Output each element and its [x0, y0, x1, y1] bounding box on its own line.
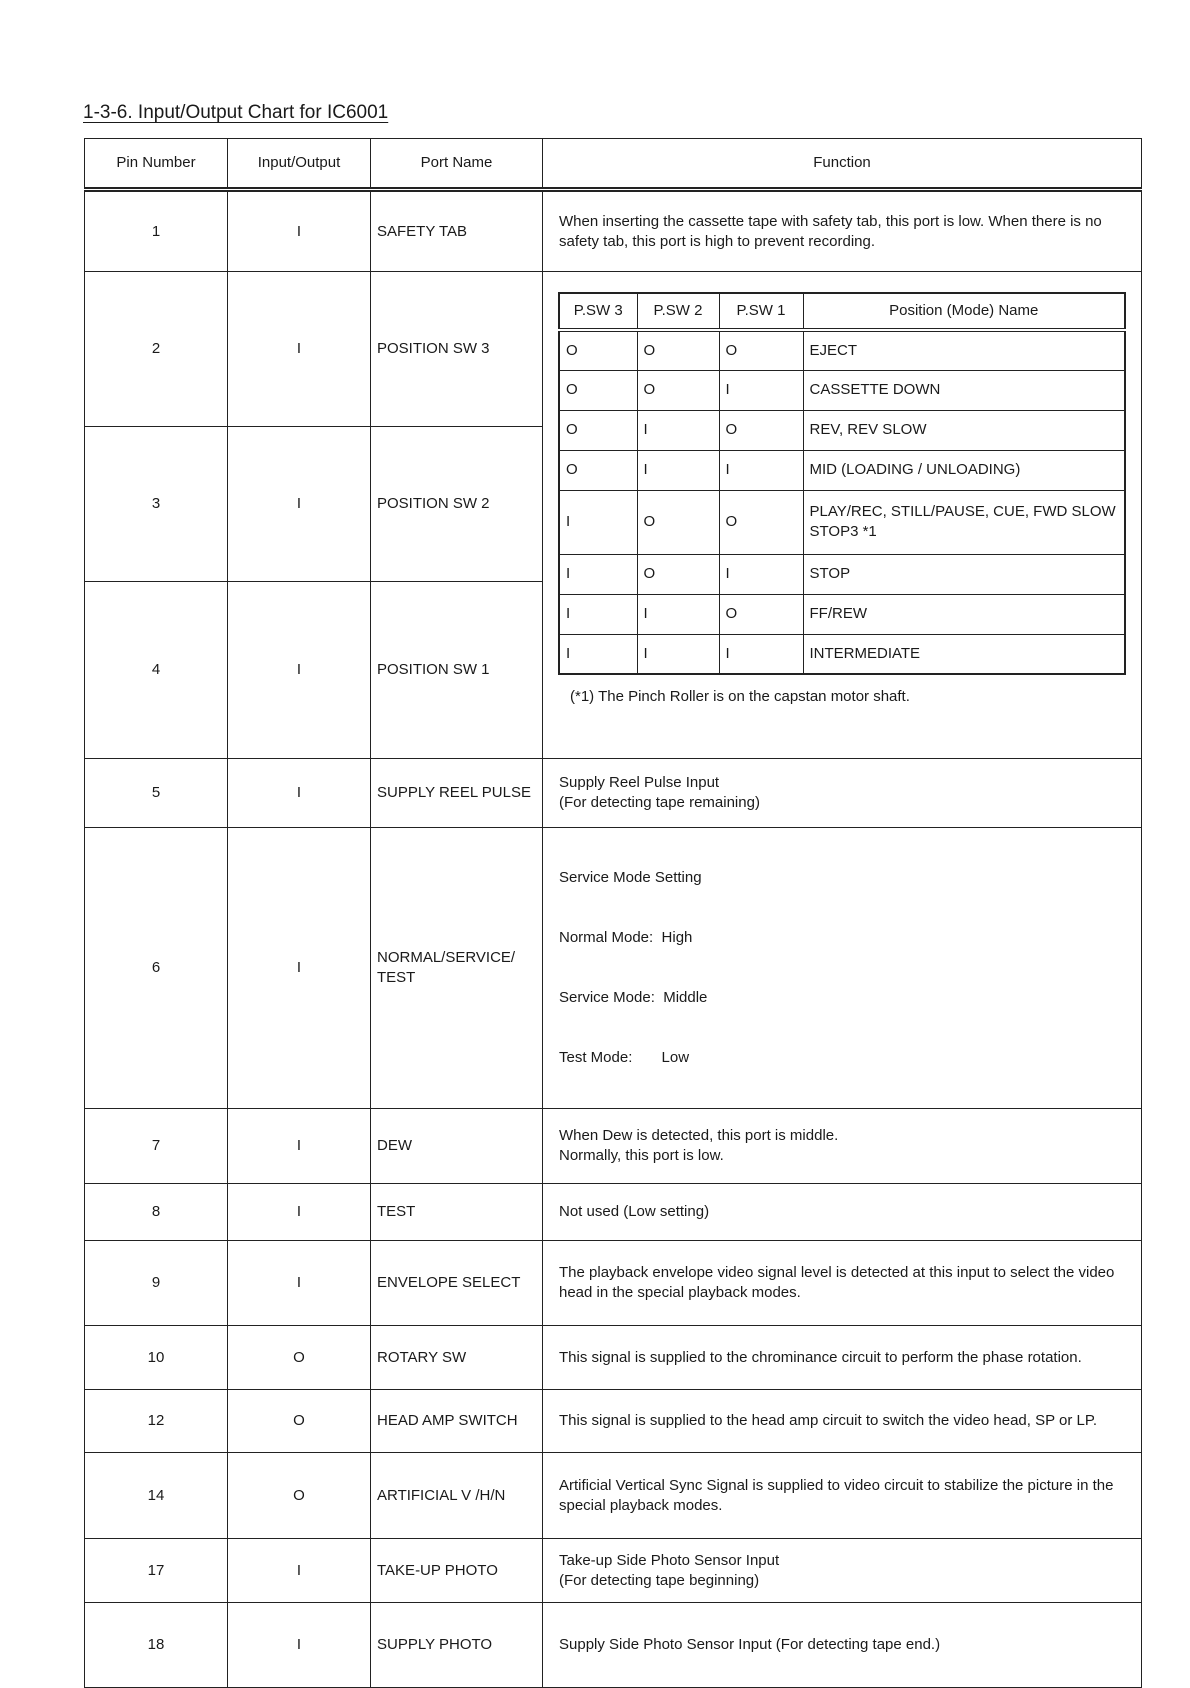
function-line: Normally, this port is low. — [559, 1147, 724, 1164]
mode-name: REV, REV SLOW — [803, 410, 1125, 450]
port-name: SAFETY TAB — [371, 190, 543, 272]
function: When inserting the cassette tape with safety tab, this port is low. When there is no safety tab, this port is high to prevent recording. — [543, 190, 1142, 272]
position-header-row — [559, 293, 1125, 330]
pin-number: 17 — [85, 1539, 228, 1603]
function: Artificial Vertical Sync Signal is supplied to video circuit to stabilize the picture in the special playback modes. — [543, 1453, 1142, 1539]
position-row — [559, 450, 1125, 490]
function-line: (For detecting tape beginning) — [559, 1571, 760, 1589]
input-output: I — [228, 1184, 371, 1241]
port-name: POSITION SW 2 — [371, 427, 543, 582]
psw2-value: O — [637, 370, 719, 410]
function-line: Service Mode: Middle — [559, 989, 708, 1006]
table-row — [85, 190, 1142, 272]
psw1-value: I — [719, 370, 803, 410]
position-row — [559, 554, 1125, 594]
function — [543, 828, 1142, 1109]
pin-number: 9 — [85, 1241, 228, 1326]
psw1-value: I — [719, 634, 803, 674]
psw3-value: I — [559, 594, 637, 634]
psw3-value: I — [559, 634, 637, 674]
pin-number: 12 — [85, 1390, 228, 1453]
input-output: O — [228, 1390, 371, 1453]
psw1-value: O — [719, 594, 803, 634]
pin-number: 10 — [85, 1326, 228, 1390]
port-name: SUPPLY REEL PULSE — [371, 759, 543, 828]
pin-number: 8 — [85, 1184, 228, 1241]
function: The playback envelope video signal level is detected at this input to select the video head in the special playback modes. — [543, 1241, 1142, 1326]
psw1-value: O — [719, 410, 803, 450]
psw1-value: I — [719, 450, 803, 490]
function-line: Take-up Side Photo Sensor Input — [559, 1551, 780, 1569]
table-row — [85, 1539, 1142, 1603]
position-row — [559, 330, 1125, 370]
function-line: Test Mode: Low — [559, 1049, 690, 1066]
port-name: POSITION SW 3 — [371, 272, 543, 427]
input-output: I — [228, 1241, 371, 1326]
psw2-value: I — [637, 450, 719, 490]
port-name: ARTIFICIAL V /H/N — [371, 1453, 543, 1539]
pin-number: 14 — [85, 1453, 228, 1539]
function: This signal is supplied to the chrominance circuit to perform the phase rotation. — [543, 1326, 1142, 1390]
table-row — [85, 272, 1142, 427]
mode-name: CASSETTE DOWN — [803, 370, 1125, 410]
psw2-header: P.SW 2 — [637, 293, 719, 330]
function: This signal is supplied to the head amp circuit to switch the video head, SP or LP. — [543, 1390, 1142, 1453]
pin-number: 3 — [85, 427, 228, 582]
table-row — [85, 1603, 1142, 1688]
input-output-header: Input/Output — [228, 139, 371, 190]
table-row — [85, 828, 1142, 1109]
header-row — [85, 139, 1142, 190]
pin-number: 2 — [85, 272, 228, 427]
mode-name: PLAY/REC, STILL/PAUSE, CUE, FWD SLOW STOP3 *1 — [803, 490, 1125, 554]
function-line: (For detecting tape remaining) — [559, 794, 760, 811]
port-name: DEW — [371, 1109, 543, 1184]
table-row — [85, 1390, 1142, 1453]
pin-number: 4 — [85, 582, 228, 759]
psw3-value: I — [559, 490, 637, 554]
table-row — [85, 1241, 1142, 1326]
function-line: Service Mode Setting — [559, 869, 702, 886]
psw2-value: O — [637, 554, 719, 594]
psw3-value: O — [559, 410, 637, 450]
pin-number: 7 — [85, 1109, 228, 1184]
mode-name: STOP — [803, 554, 1125, 594]
table-row — [85, 1184, 1142, 1241]
pin-number-header: Pin Number — [85, 139, 228, 190]
psw1-value: O — [719, 330, 803, 370]
position-row — [559, 634, 1125, 674]
psw2-value: I — [637, 634, 719, 674]
function — [543, 1539, 1142, 1603]
input-output: I — [228, 1539, 371, 1603]
pin-number: 1 — [85, 190, 228, 272]
position-row — [559, 594, 1125, 634]
input-output: I — [228, 582, 371, 759]
input-output: O — [228, 1453, 371, 1539]
function-line: When Dew is detected, this port is middle. — [559, 1127, 839, 1144]
position-row — [559, 410, 1125, 450]
input-output: I — [228, 427, 371, 582]
input-output: I — [228, 759, 371, 828]
psw3-value: O — [559, 330, 637, 370]
input-output: I — [228, 828, 371, 1109]
position-footnote: (*1) The Pinch Roller is on the capstan motor shaft. — [570, 688, 910, 705]
psw3-value: I — [559, 554, 637, 594]
position-row — [559, 490, 1125, 554]
table-row — [85, 1453, 1142, 1539]
position-switch-table — [558, 292, 1126, 675]
input-output: I — [228, 1109, 371, 1184]
mode-name: MID (LOADING / UNLOADING) — [803, 450, 1125, 490]
pin-number: 18 — [85, 1603, 228, 1688]
mode-name: INTERMEDIATE — [803, 634, 1125, 674]
psw1-value: O — [719, 490, 803, 554]
function-header: Function — [543, 139, 1142, 190]
port-name: HEAD AMP SWITCH — [371, 1390, 543, 1453]
psw2-value: O — [637, 330, 719, 370]
function: Not used (Low setting) — [543, 1184, 1142, 1241]
port-name: NORMAL/SERVICE/ TEST — [371, 828, 543, 1109]
mode-name-header: Position (Mode) Name — [803, 293, 1125, 330]
port-name: TAKE-UP PHOTO — [371, 1539, 543, 1603]
function-line: Normal Mode: High — [559, 929, 693, 946]
mode-name: EJECT — [803, 330, 1125, 370]
table-row — [85, 1326, 1142, 1390]
input-output: I — [228, 1603, 371, 1688]
port-name: ROTARY SW — [371, 1326, 543, 1390]
psw1-value: I — [719, 554, 803, 594]
function — [543, 759, 1142, 828]
input-output: I — [228, 190, 371, 272]
position-row — [559, 370, 1125, 410]
pin-number: 6 — [85, 828, 228, 1109]
pin-number: 5 — [85, 759, 228, 828]
io-chart-table — [84, 138, 1142, 1688]
psw3-value: O — [559, 450, 637, 490]
port-name: POSITION SW 1 — [371, 582, 543, 759]
port-name: SUPPLY PHOTO — [371, 1603, 543, 1688]
input-output: I — [228, 272, 371, 427]
function-line: Supply Reel Pulse Input — [559, 774, 720, 791]
page-title: 1-3-6. Input/Output Chart for IC6001 — [83, 102, 389, 123]
position-switch-function — [543, 272, 1142, 759]
mode-name: FF/REW — [803, 594, 1125, 634]
port-name-header: Port Name — [371, 139, 543, 190]
psw2-value: I — [637, 594, 719, 634]
psw3-value: O — [559, 370, 637, 410]
table-row — [85, 759, 1142, 828]
input-output: O — [228, 1326, 371, 1390]
psw2-value: I — [637, 410, 719, 450]
port-name: TEST — [371, 1184, 543, 1241]
table-row — [85, 1109, 1142, 1184]
function — [543, 1109, 1142, 1184]
psw1-header: P.SW 1 — [719, 293, 803, 330]
port-name: ENVELOPE SELECT — [371, 1241, 543, 1326]
psw3-header: P.SW 3 — [559, 293, 637, 330]
function: Supply Side Photo Sensor Input (For detecting tape end.) — [543, 1603, 1142, 1688]
psw2-value: O — [637, 490, 719, 554]
